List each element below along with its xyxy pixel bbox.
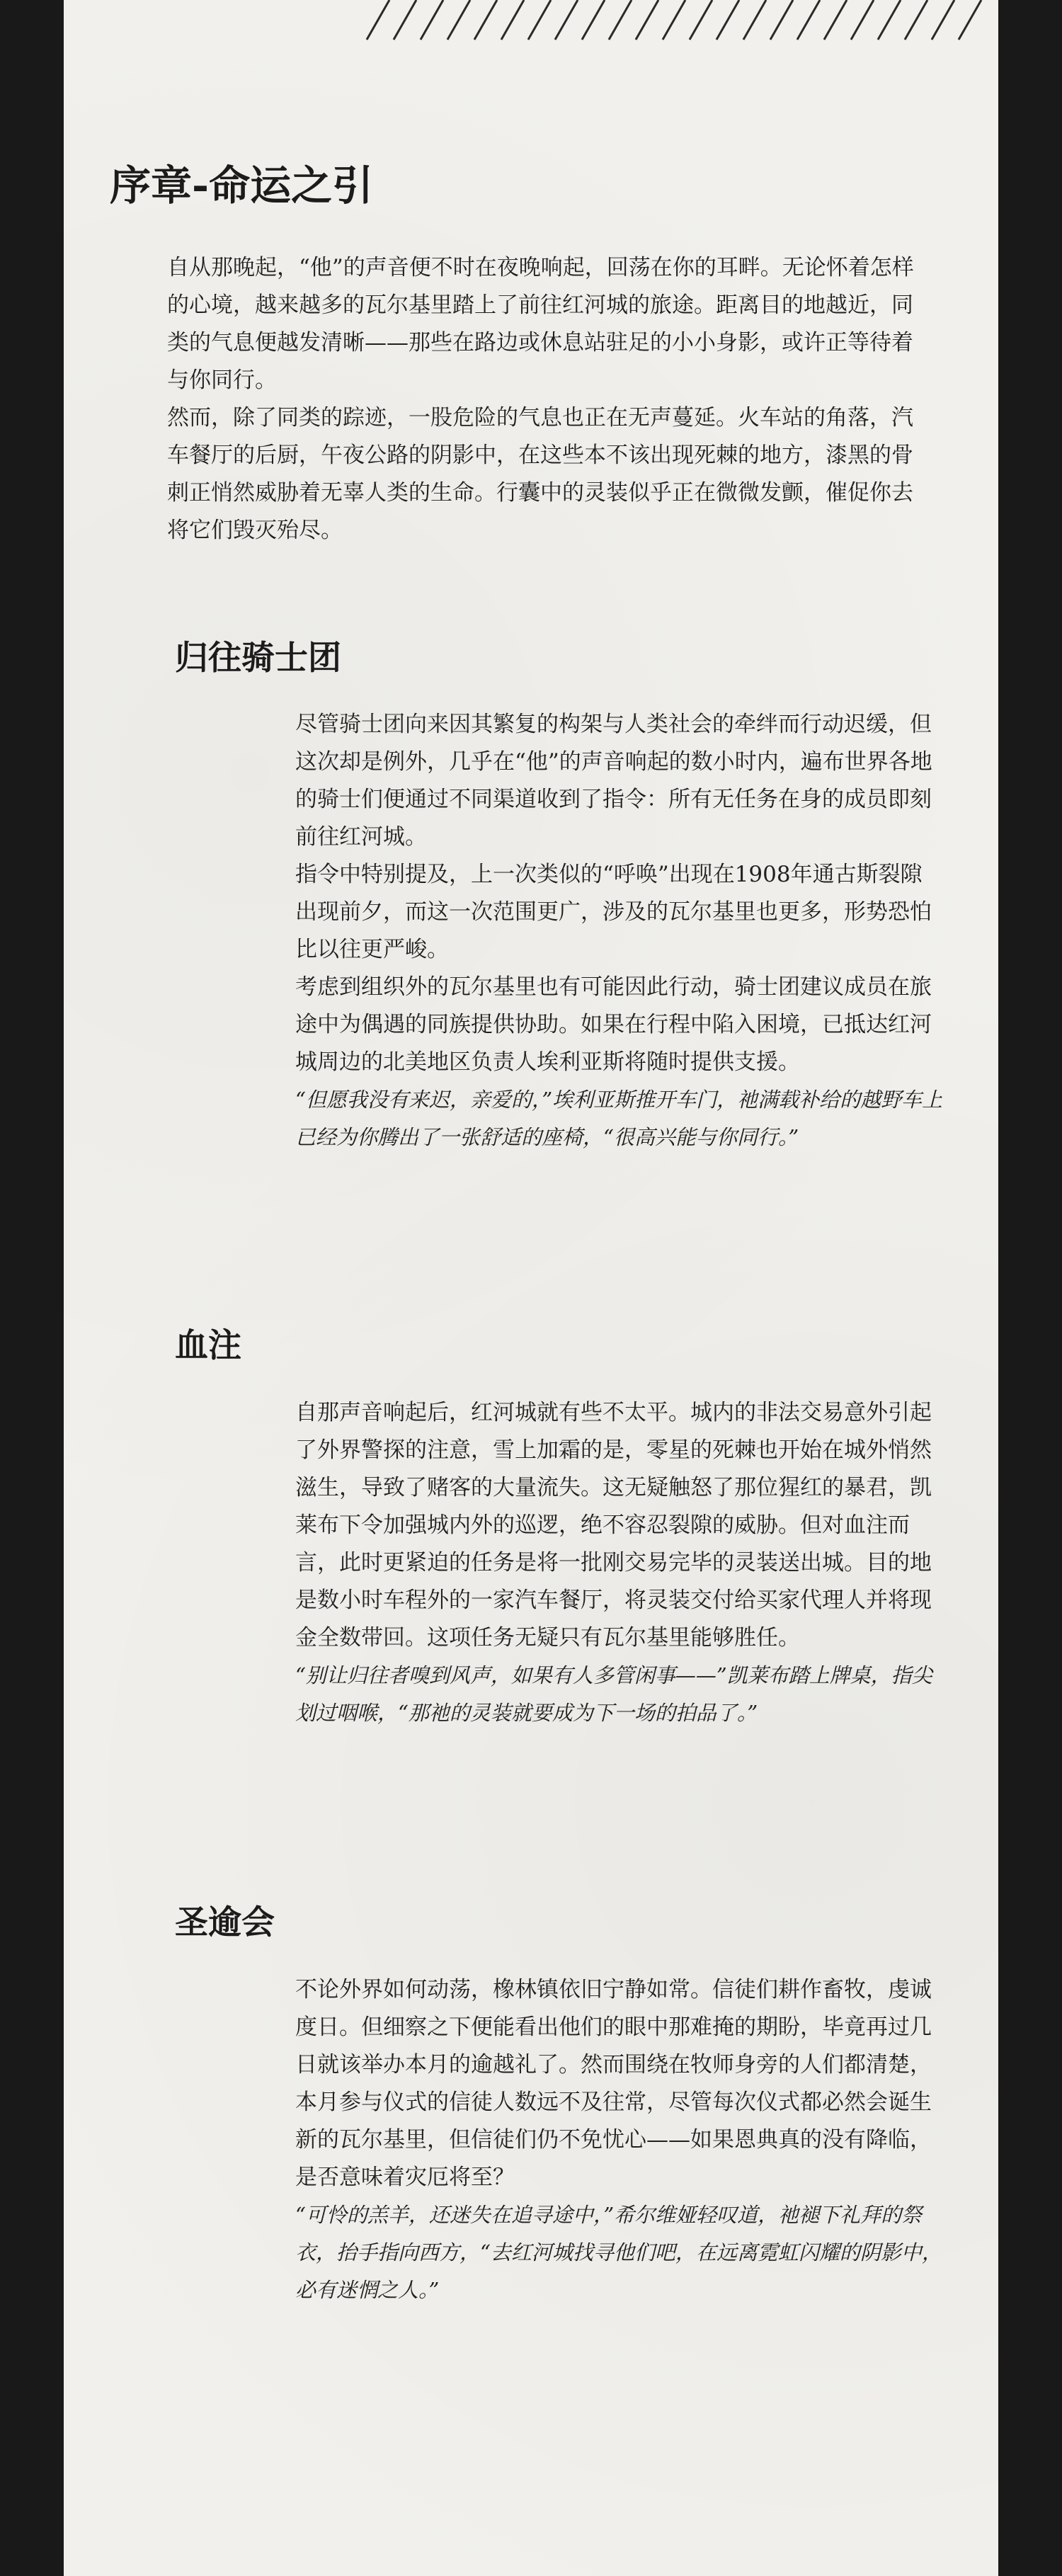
hatch-line: [474, 0, 497, 40]
hatch-line: [932, 0, 954, 40]
hatch-line: [528, 0, 551, 40]
paragraph: 指令中特别提及，上一次类似的“呼唤”出现在1908年通古斯裂隙出现前夕，而这一次范围更广，涉及的瓦尔基里也更多，形势恐怕比以往更严峻。: [295, 862, 932, 962]
hatch-decoration: [361, 0, 998, 41]
hatch-line: [394, 0, 416, 40]
prologue-body: [167, 249, 928, 549]
quote: “可怜的羔羊，还迷失在追寻途中，”希尔维娅轻叹道，祂褪下礼拜的祭衣，抬手指向西方，“去红河城找寻他们吧，在远离霓虹闪耀的阴影中，必有迷惘之人。”: [295, 2203, 942, 2302]
hatch-line: [555, 0, 578, 40]
section-title-bloodline: 血注: [175, 1326, 241, 1365]
hatch-line: [636, 0, 658, 40]
paragraph: 尽管骑士团向来因其繁复的构架与人类社会的牵绊而行动迟缓，但这次却是例外，几乎在“他”的声音响起的数小时内，遍布世界各地的骑士们便通过不同渠道收到了指令：所有无任务在身的成员即刻前往红河城。: [295, 712, 932, 850]
hatch-line: [367, 0, 389, 40]
section-title-passover: 圣逾会: [175, 1903, 275, 1942]
hatch-line: [878, 0, 901, 40]
hatch-line: [851, 0, 874, 40]
paragraph: 考虑到组织外的瓦尔基里也有可能因此行动，骑士团建议成员在旅途中为偶遇的同族提供协助。如果在行程中陷入困境，已抵达红河城周边的北美地区负责人埃利亚斯将随时提供支援。: [295, 974, 932, 1075]
hatch-line: [770, 0, 793, 40]
hatch-line: [716, 0, 739, 40]
section-body-bloodline: [295, 1394, 943, 1732]
hatch-line: [743, 0, 766, 40]
hatch-line: [447, 0, 470, 40]
hatch-line: [690, 0, 712, 40]
paragraph: 然而，除了同类的踪迹，一股危险的气息也正在无声蔓延。火车站的角落，汽车餐厅的后厨，午夜公路的阴影中，在这些本不该出现死棘的地方，漆黑的骨刺正悄然威胁着无辜人类的生命。行囊中的灵装似乎正在微微发颤，催促你去将它们毁灭殆尽。: [167, 405, 913, 543]
hatch-line: [797, 0, 820, 40]
paragraph: 不论外界如何动荡，橡林镇依旧宁静如常。信徒们耕作畜牧，虔诚度日。但细察之下便能看出他们的眼中那难掩的期盼，毕竟再过几日就该举办本月的逾越礼了。然而围绕在牧师身旁的人们都清楚，本月参与仪式的信徒人数远不及往常，尽管每次仪式都必然会诞生新的瓦尔基里，但信徒们仍不免忧心——如果恩典真的没有降临，是否意味着灾厄将至？: [295, 1977, 932, 2190]
quote: “但愿我没有来迟，亲爱的，”埃利亚斯推开车门，祂满载补给的越野车上已经为你腾出了一张舒适的座椅，“很高兴能与你同行。”: [295, 1088, 943, 1149]
section-body-passover: [295, 1971, 943, 2309]
page-title: 序章-命运之引: [110, 161, 374, 210]
hatch-line: [824, 0, 847, 40]
hatch-line: [959, 0, 981, 40]
hatch-line: [501, 0, 524, 40]
hatch-line: [663, 0, 685, 40]
paragraph: 自从那晚起，“他”的声音便不时在夜晚响起，回荡在你的耳畔。无论怀着怎样的心境，越来越多的瓦尔基里踏上了前往红河城的旅途。距离目的地越近，同类的气息便越发清晰——那些在路边或休息站驻足的小小身影，或许正等待着与你同行。: [167, 255, 914, 393]
paper-page: [64, 0, 998, 2576]
hatch-line: [609, 0, 632, 40]
quote: “别让归往者嗅到风声，如果有人多管闲事——”凯莱布踏上牌桌，指尖划过咽喉，“那祂的灵装就要成为下一场的拍品了。”: [295, 1663, 932, 1725]
paragraph: 自那声音响起后，红河城就有些不太平。城内的非法交易意外引起了外界警探的注意，雪上加霜的是，零星的死棘也开始在城外悄然滋生，导致了赌客的大量流失。这无疑触怒了那位猩红的暴君，凯莱布下令加强城内外的巡逻，绝不容忍裂隙的威胁。但对血注而言，此时更紧迫的任务是将一批刚交易完毕的灵装送出城。目的地是数小时车程外的一家汽车餐厅，将灵装交付给买家代理人并将现金全数带回。这项任务无疑只有瓦尔基里能够胜任。: [295, 1400, 932, 1651]
section-title-knights: 归往骑士团: [175, 639, 341, 678]
hatch-line: [905, 0, 927, 40]
hatch-line: [421, 0, 443, 40]
hatch-line: [582, 0, 605, 40]
section-body-knights: [295, 706, 943, 1156]
